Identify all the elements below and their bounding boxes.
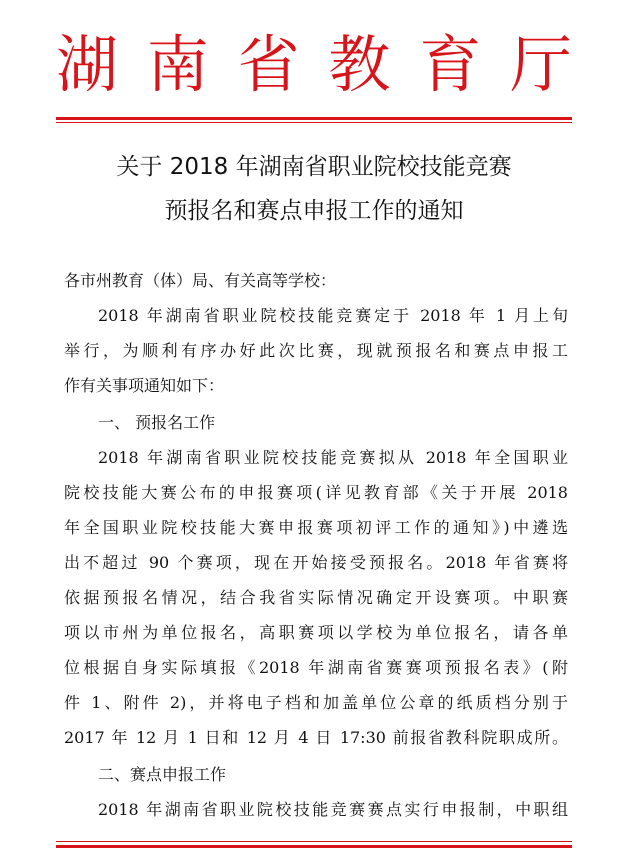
letterhead-char: 湖 [56,28,119,101]
body-line: 项以市州为单位报名，高职赛项以学校为单位报名，请各单 [64,623,568,642]
body-line: 年全国职业院校技能大赛申报赛项初评工作的通知》)中遴选 [64,518,568,537]
body-line: 件 1、附件 2)，并将电子档和加盖单位公章的纸质档分别于 [64,693,568,712]
section-heading-preregistration: 一、 预报名工作 [98,413,216,432]
letterhead-char: 育 [419,28,482,101]
body-line: 举行，为顺利有序办好此次比赛，现就预报名和赛点申报工 [64,341,568,360]
letterhead-title [56,22,572,108]
letterhead-char: 厅 [509,28,572,101]
body-line: 位根据自身实际填报《2018 年湖南省赛赛项预报名表》(附 [64,658,568,677]
document-title-line-1: 关于 2018 年湖南省职业院校技能竞赛 [116,154,512,180]
footer-divider-thin [56,841,572,842]
body-line: 2018 年湖南省职业院校技能竞赛拟从 2018 年全国职业 [98,448,568,467]
letterhead-char: 教 [328,28,391,101]
letterhead-divider-thick [56,117,572,120]
body-line: 2018 年湖南省职业院校技能竞赛定于 2018 年 1 月上旬 [98,306,568,325]
body-line: 出不超过 90 个赛项，现在开始接受预报名。2018 年省赛将 [64,553,568,572]
body-line: 作有关事项通知如下： [64,376,225,395]
letterhead-char: 省 [237,28,300,101]
letterhead-char: 南 [146,28,209,101]
body-line: 2018 年湖南省职业院校技能竞赛赛点实行申报制，中职组 [98,800,568,819]
letterhead-divider-thin [56,122,572,123]
salutation: 各市州教育（体）局、有关高等学校： [64,271,337,290]
body-line: 依据预报名情况，结合我省实际情况确定开设赛项。中职赛 [64,588,568,607]
body-line: 2017 年 12 月 1 日和 12 月 4 日 17:30 前报省教科院职成所。 [64,728,568,747]
document-title-line-2: 预报名和赛点申报工作的通知 [164,198,464,224]
footer-divider-thick [56,845,572,848]
section-heading-venue-application: 二、赛点申报工作 [98,765,227,784]
body-line: 院校技能大赛公布的申报赛项(详见教育部《关于开展 2018 [64,483,568,502]
